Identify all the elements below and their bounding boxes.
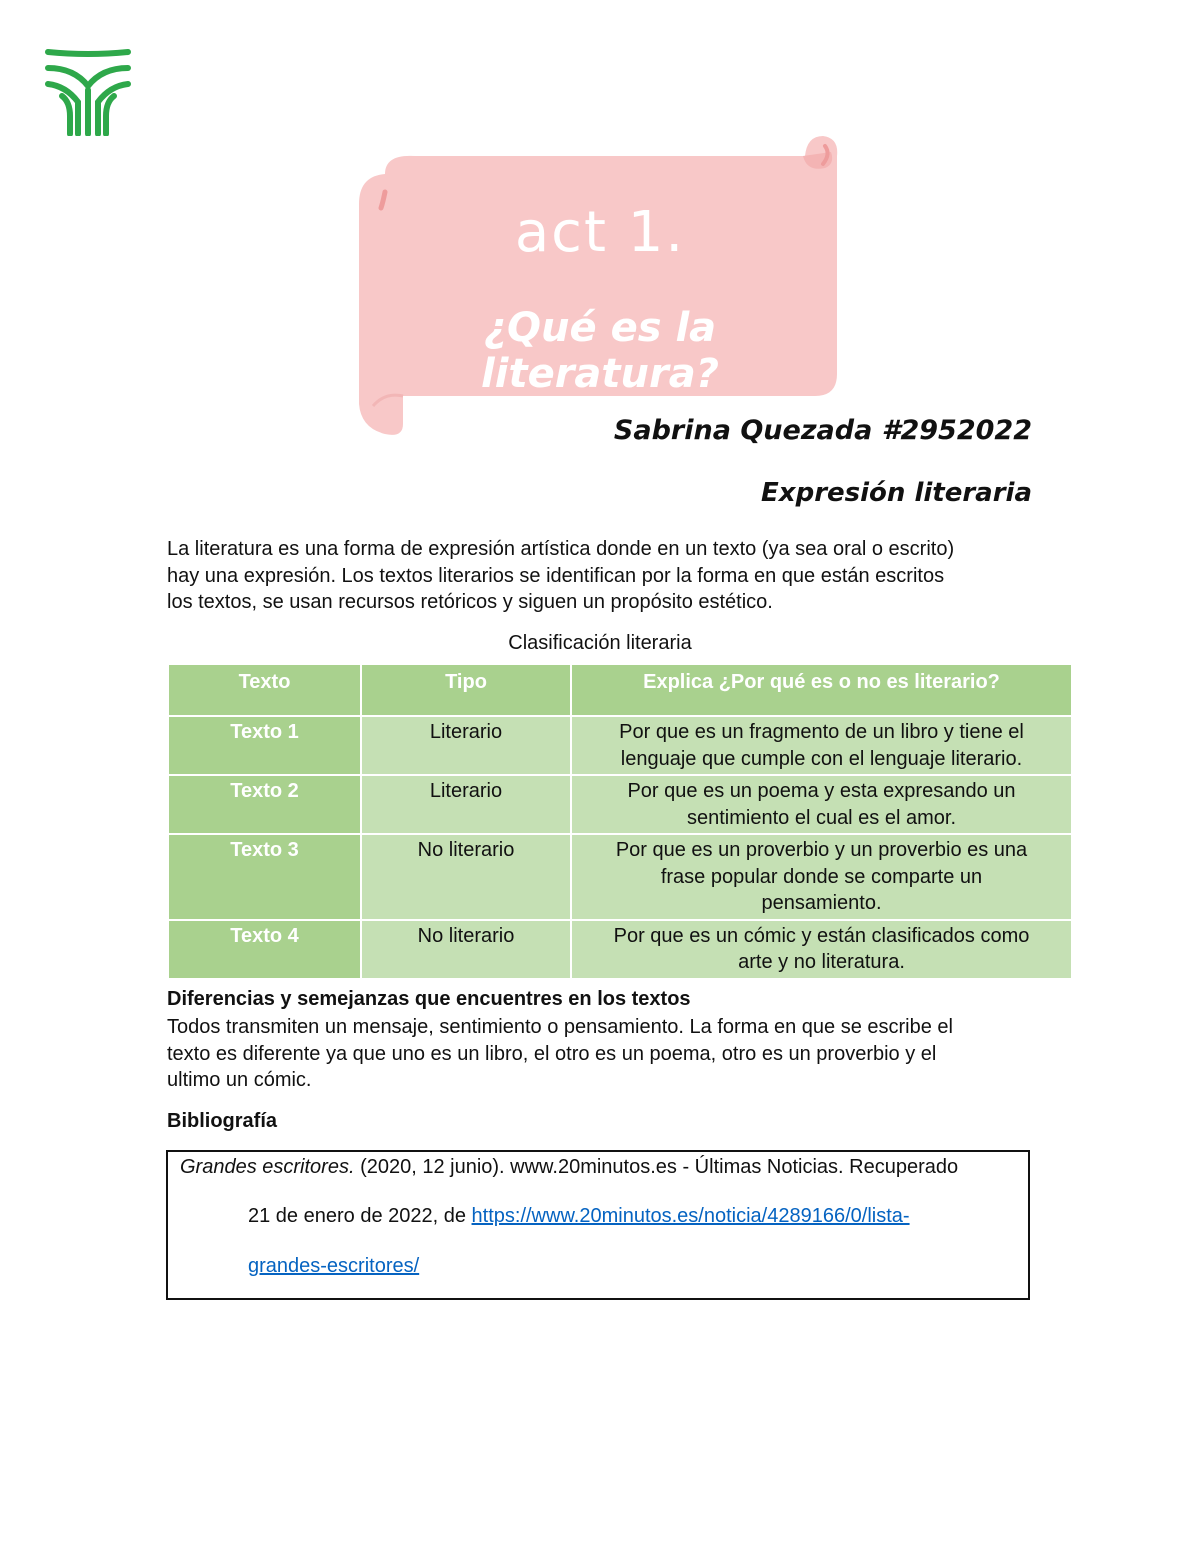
explica-line: Por que es un fragmento de un libro y tiene el [619, 721, 1024, 743]
author-line: Sabrina Quezada #2952022 [613, 415, 1032, 446]
intro-line: La literatura es una forma de expresión artística donde en un texto (ya sea oral o escrito) [167, 538, 955, 560]
explica-cell [571, 775, 1072, 834]
bibliography-entry-line [248, 1255, 419, 1278]
citation-details: (2020, 12 junio). www.20minutos.es - Últimas Noticias. Recuperado [354, 1156, 959, 1178]
act-title: act 1. [514, 200, 686, 265]
institution-logo [44, 46, 132, 136]
row-label: Texto 1 [168, 716, 361, 775]
explica-cell [571, 834, 1072, 920]
intro-line: los textos, se usan recursos retóricos y siguen un propósito estético. [167, 591, 773, 613]
table-row [168, 920, 1072, 979]
source-link-continued[interactable]: grandes-escritores/ [248, 1255, 420, 1277]
row-label: Texto 4 [168, 920, 361, 979]
column-header-tipo: Tipo [361, 664, 571, 716]
bibliography-heading: Bibliografía [167, 1110, 278, 1132]
differences-line: Todos transmiten un mensaje, sentimiento o pensamiento. La forma en que se escribe el [167, 1016, 953, 1038]
explica-line: Por que es un cómic y están clasificados como [613, 924, 1030, 947]
differences-line: ultimo un cómic. [167, 1069, 312, 1091]
explica-line: Por que es un poema y esta expresando un [627, 780, 1016, 802]
differences-line: texto es diferente ya que uno es un libro, el otro es un poema, otro es un proverbio y el [167, 1042, 937, 1065]
column-header-texto: Texto [168, 664, 361, 716]
bibliography-entry-line [180, 1156, 958, 1179]
subject-line: Expresión literaria [761, 478, 1032, 508]
explica-line: arte y no literatura. [738, 951, 905, 973]
tipo-cell: No literario [361, 920, 571, 979]
explica-cell [571, 716, 1072, 775]
bibliography-entry-line [248, 1205, 910, 1228]
column-header-explica: Explica ¿Por qué es o no es literario? [571, 664, 1072, 716]
work-title: Grandes escritores. [180, 1156, 355, 1178]
retrieved-date: 21 de enero de 2022, de [248, 1205, 472, 1227]
tipo-cell: No literario [361, 834, 571, 920]
classification-table [167, 663, 1073, 980]
explica-line: Por que es un proverbio y un proverbio es una [615, 839, 1028, 861]
explica-line: frase popular donde se comparte un [660, 865, 983, 888]
source-link[interactable]: https://www.20minutos.es/noticia/4289166/0/lista- [471, 1205, 910, 1227]
tipo-cell: Literario [361, 716, 571, 775]
act-subtitle: ¿Qué es la literatura? [481, 305, 719, 397]
explica-cell [571, 920, 1072, 979]
table-row [168, 716, 1072, 775]
explica-line: pensamiento. [761, 892, 882, 914]
intro-paragraph [167, 536, 1047, 616]
differences-paragraph [167, 1014, 1047, 1094]
intro-line: hay una expresión. Los textos literarios se identifican por la forma en que están escritos [167, 564, 945, 587]
row-label: Texto 2 [168, 775, 361, 834]
table-row [168, 775, 1072, 834]
differences-heading: Diferencias y semejanzas que encuentres en los textos [167, 988, 691, 1010]
tipo-cell: Literario [361, 775, 571, 834]
row-label: Texto 3 [168, 834, 361, 920]
explica-line: lenguaje que cumple con el lenguaje literario. [620, 747, 1023, 770]
explica-line: sentimiento el cual es el amor. [686, 806, 957, 829]
table-caption: Clasificación literaria [508, 632, 692, 654]
table-header-row [168, 664, 1072, 716]
table-row [168, 834, 1072, 920]
bibliography-box [166, 1150, 1030, 1300]
